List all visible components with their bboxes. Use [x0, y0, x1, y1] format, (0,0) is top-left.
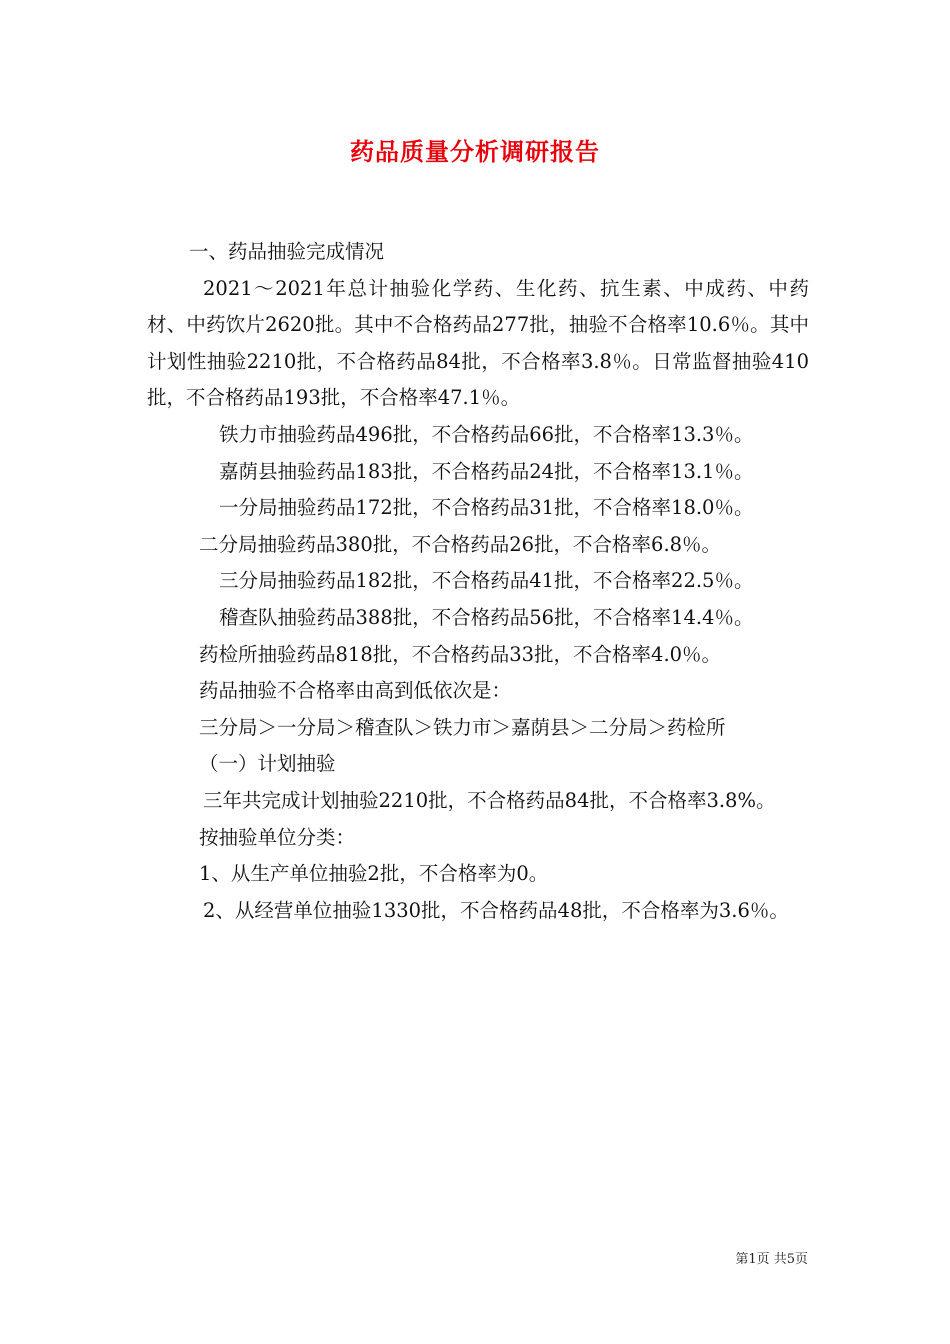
paragraph-summary: 2021～2021年总计抽验化学药、生化药、抗生素、中成药、中药材、中药饮片2620批。其中不合格药品277批，抽验不合格率10.6％。其中计划性抽验2210批，不合格药品84批，不合格率3.8％。日常监督抽验410批，不合格药品193批，不合格率47.1％。 [147, 276, 809, 410]
paragraph-drug-lab: 药检所抽验药品818批，不合格药品33批，不合格率4.0％。 [199, 642, 722, 666]
paragraph-classification-intro: 按抽验单位分类： [199, 825, 356, 849]
list-item-distribution: 2、从经营单位抽验1330批，不合格药品48批，不合格率为3.6％。 [203, 898, 789, 922]
document-body [147, 234, 809, 929]
paragraph-branch-2: 二分局抽验药品380批，不合格药品26批，不合格率6.8％。 [199, 532, 722, 556]
document-title: 药品质量分析调研报告 [350, 137, 600, 166]
paragraph-inspection-team: 稽查队抽验药品388批，不合格药品56批，不合格率14.4％。 [219, 605, 754, 629]
paragraph-jiayin: 嘉荫县抽验药品183批，不合格药品24批，不合格率13.1％。 [219, 459, 754, 483]
section-heading-1: 一、药品抽验完成情况 [189, 240, 385, 263]
paragraph-ranking: 三分局＞一分局＞稽查队＞铁力市＞嘉荫县＞二分局＞药检所 [199, 715, 726, 739]
paragraph-ranking-intro: 药品抽验不合格率由高到低依次是： [199, 679, 512, 703]
subsection-heading-1: （一）计划抽验 [199, 752, 336, 776]
paragraph-branch-1: 一分局抽验药品172批，不合格药品31批，不合格率18.0％。 [219, 496, 754, 520]
paragraph-tieli: 铁力市抽验药品496批，不合格药品66批，不合格率13.3％。 [219, 422, 754, 446]
page-number-footer: 第1页 共5页 [735, 1252, 808, 1267]
paragraph-branch-3: 三分局抽验药品182批，不合格药品41批，不合格率22.5％。 [219, 569, 754, 593]
list-item-production: 1、从生产单位抽验2批，不合格率为0。 [199, 862, 549, 886]
paragraph-planned-summary: 三年共完成计划抽验2210批，不合格药品84批，不合格率3.8%。 [203, 788, 776, 812]
